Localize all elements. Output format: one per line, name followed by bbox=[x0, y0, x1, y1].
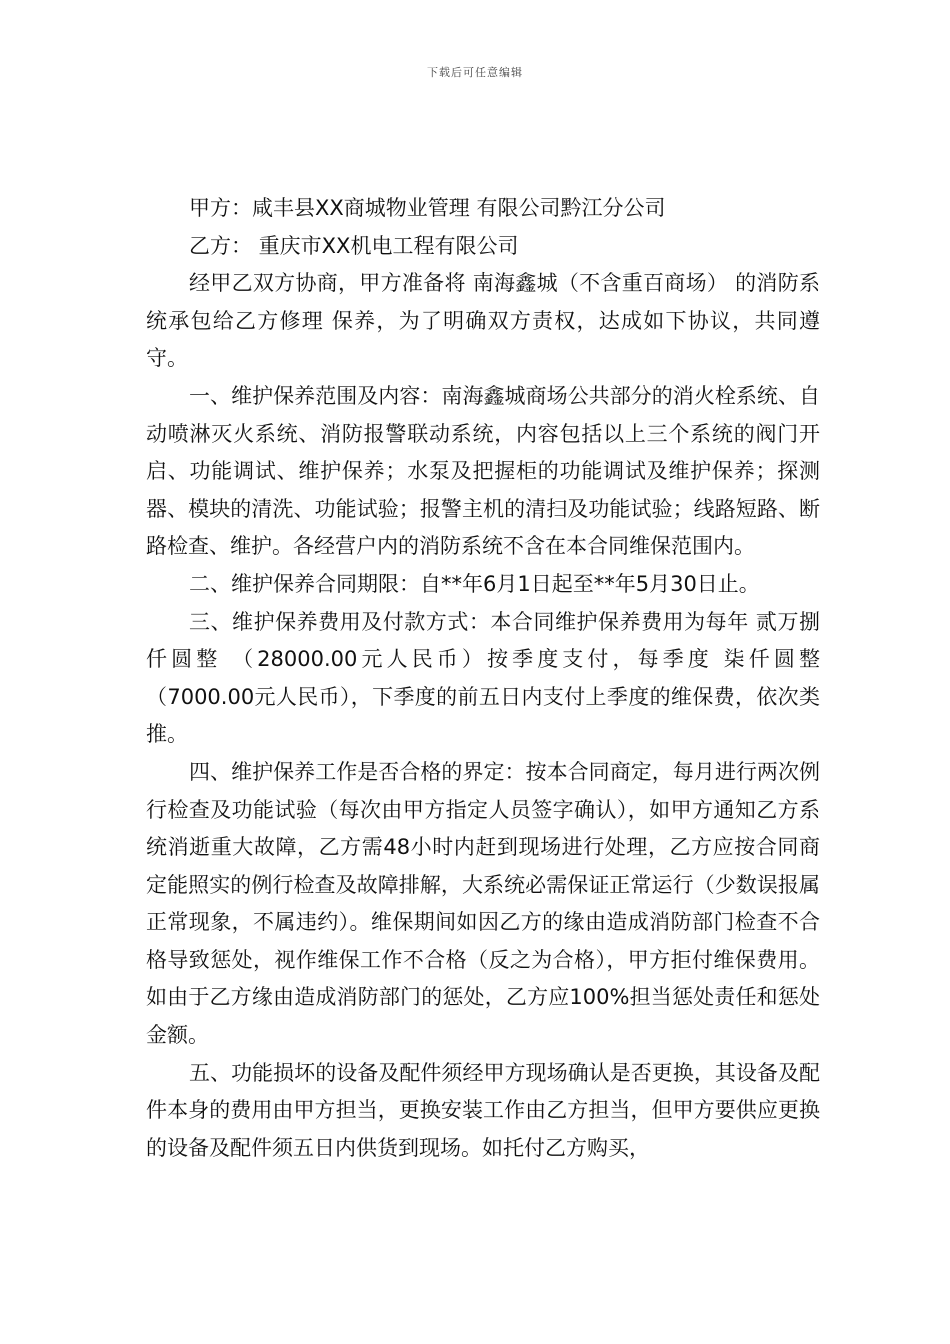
party-b-line: 乙方： 重庆市XX机电工程有限公司 bbox=[189, 233, 519, 258]
clause-1-scope: 一、维护保养范围及内容：南海鑫城商场公共部分的消火栓系统、自动喷淋灭火系统、消防报警联动系统，内容包括以上三个系统的阀门开启、功能调试、维护保养；水泵及把握柜的功能调试及维护保养；探测器、模块的清洗、功能试验；报警主机的清扫及功能试验；线路短路、断路检查、维护。各经营户内的消防系统不含在本合同维保范围内。 bbox=[146, 383, 820, 559]
clause-4-acceptance: 四、维护保养工作是否合格的界定：按本合同商定，每月进行两次例行检查及功能试验（每次由甲方指定人员签字确认），如甲方通知乙方系统消逝重大故障，乙方需48小时内赶到现场进行处理，乙方应按合同商定能照实的例行检查及故障排解，大系统必需保证正常运行（少数误报属正常现象，不属违约）。维保期间如因乙方的缘由造成消防部门检查不合格导致惩处，视作维保工作不合格（反之为合格），甲方拒付维保费用。如由于乙方缘由造成消防部门的惩处，乙方应100%担当惩处责任和惩处金额。 bbox=[146, 759, 820, 1048]
party-a-line: 甲方：咸丰县XX商城物业管理 有限公司黔江分公司 bbox=[189, 196, 666, 220]
clause-3-fees: 三、维护保养费用及付款方式：本合同维护保养费用为每年 贰万捌仟圆整 （28000.00元人民币）按季度支付，每季度 柒仟圆整（7000.00元人民币），下季度的前五日内支付上季度的维保费，依次类推。 bbox=[146, 609, 820, 747]
intro-paragraph: 经甲乙双方协商，甲方准备将 南海鑫城（不含重百商场） 的消防系统承包给乙方修理 保养，为了明确双方责权，达成如下协议，共同遵守。 bbox=[146, 271, 820, 371]
page-header-note: 下载后可任意编辑 bbox=[427, 66, 523, 79]
contract-body bbox=[146, 190, 820, 1167]
clause-5-equipment: 五、功能损坏的设备及配件须经甲方现场确认是否更换，其设备及配件本身的费用由甲方担当，更换安装工作由乙方担当，但甲方要供应更换的设备及配件须五日内供货到现场。如托付乙方购买， bbox=[146, 1060, 820, 1160]
clause-2-term: 二、维护保养合同期限：自**年6月1日起至**年5月30日止。 bbox=[189, 571, 760, 596]
